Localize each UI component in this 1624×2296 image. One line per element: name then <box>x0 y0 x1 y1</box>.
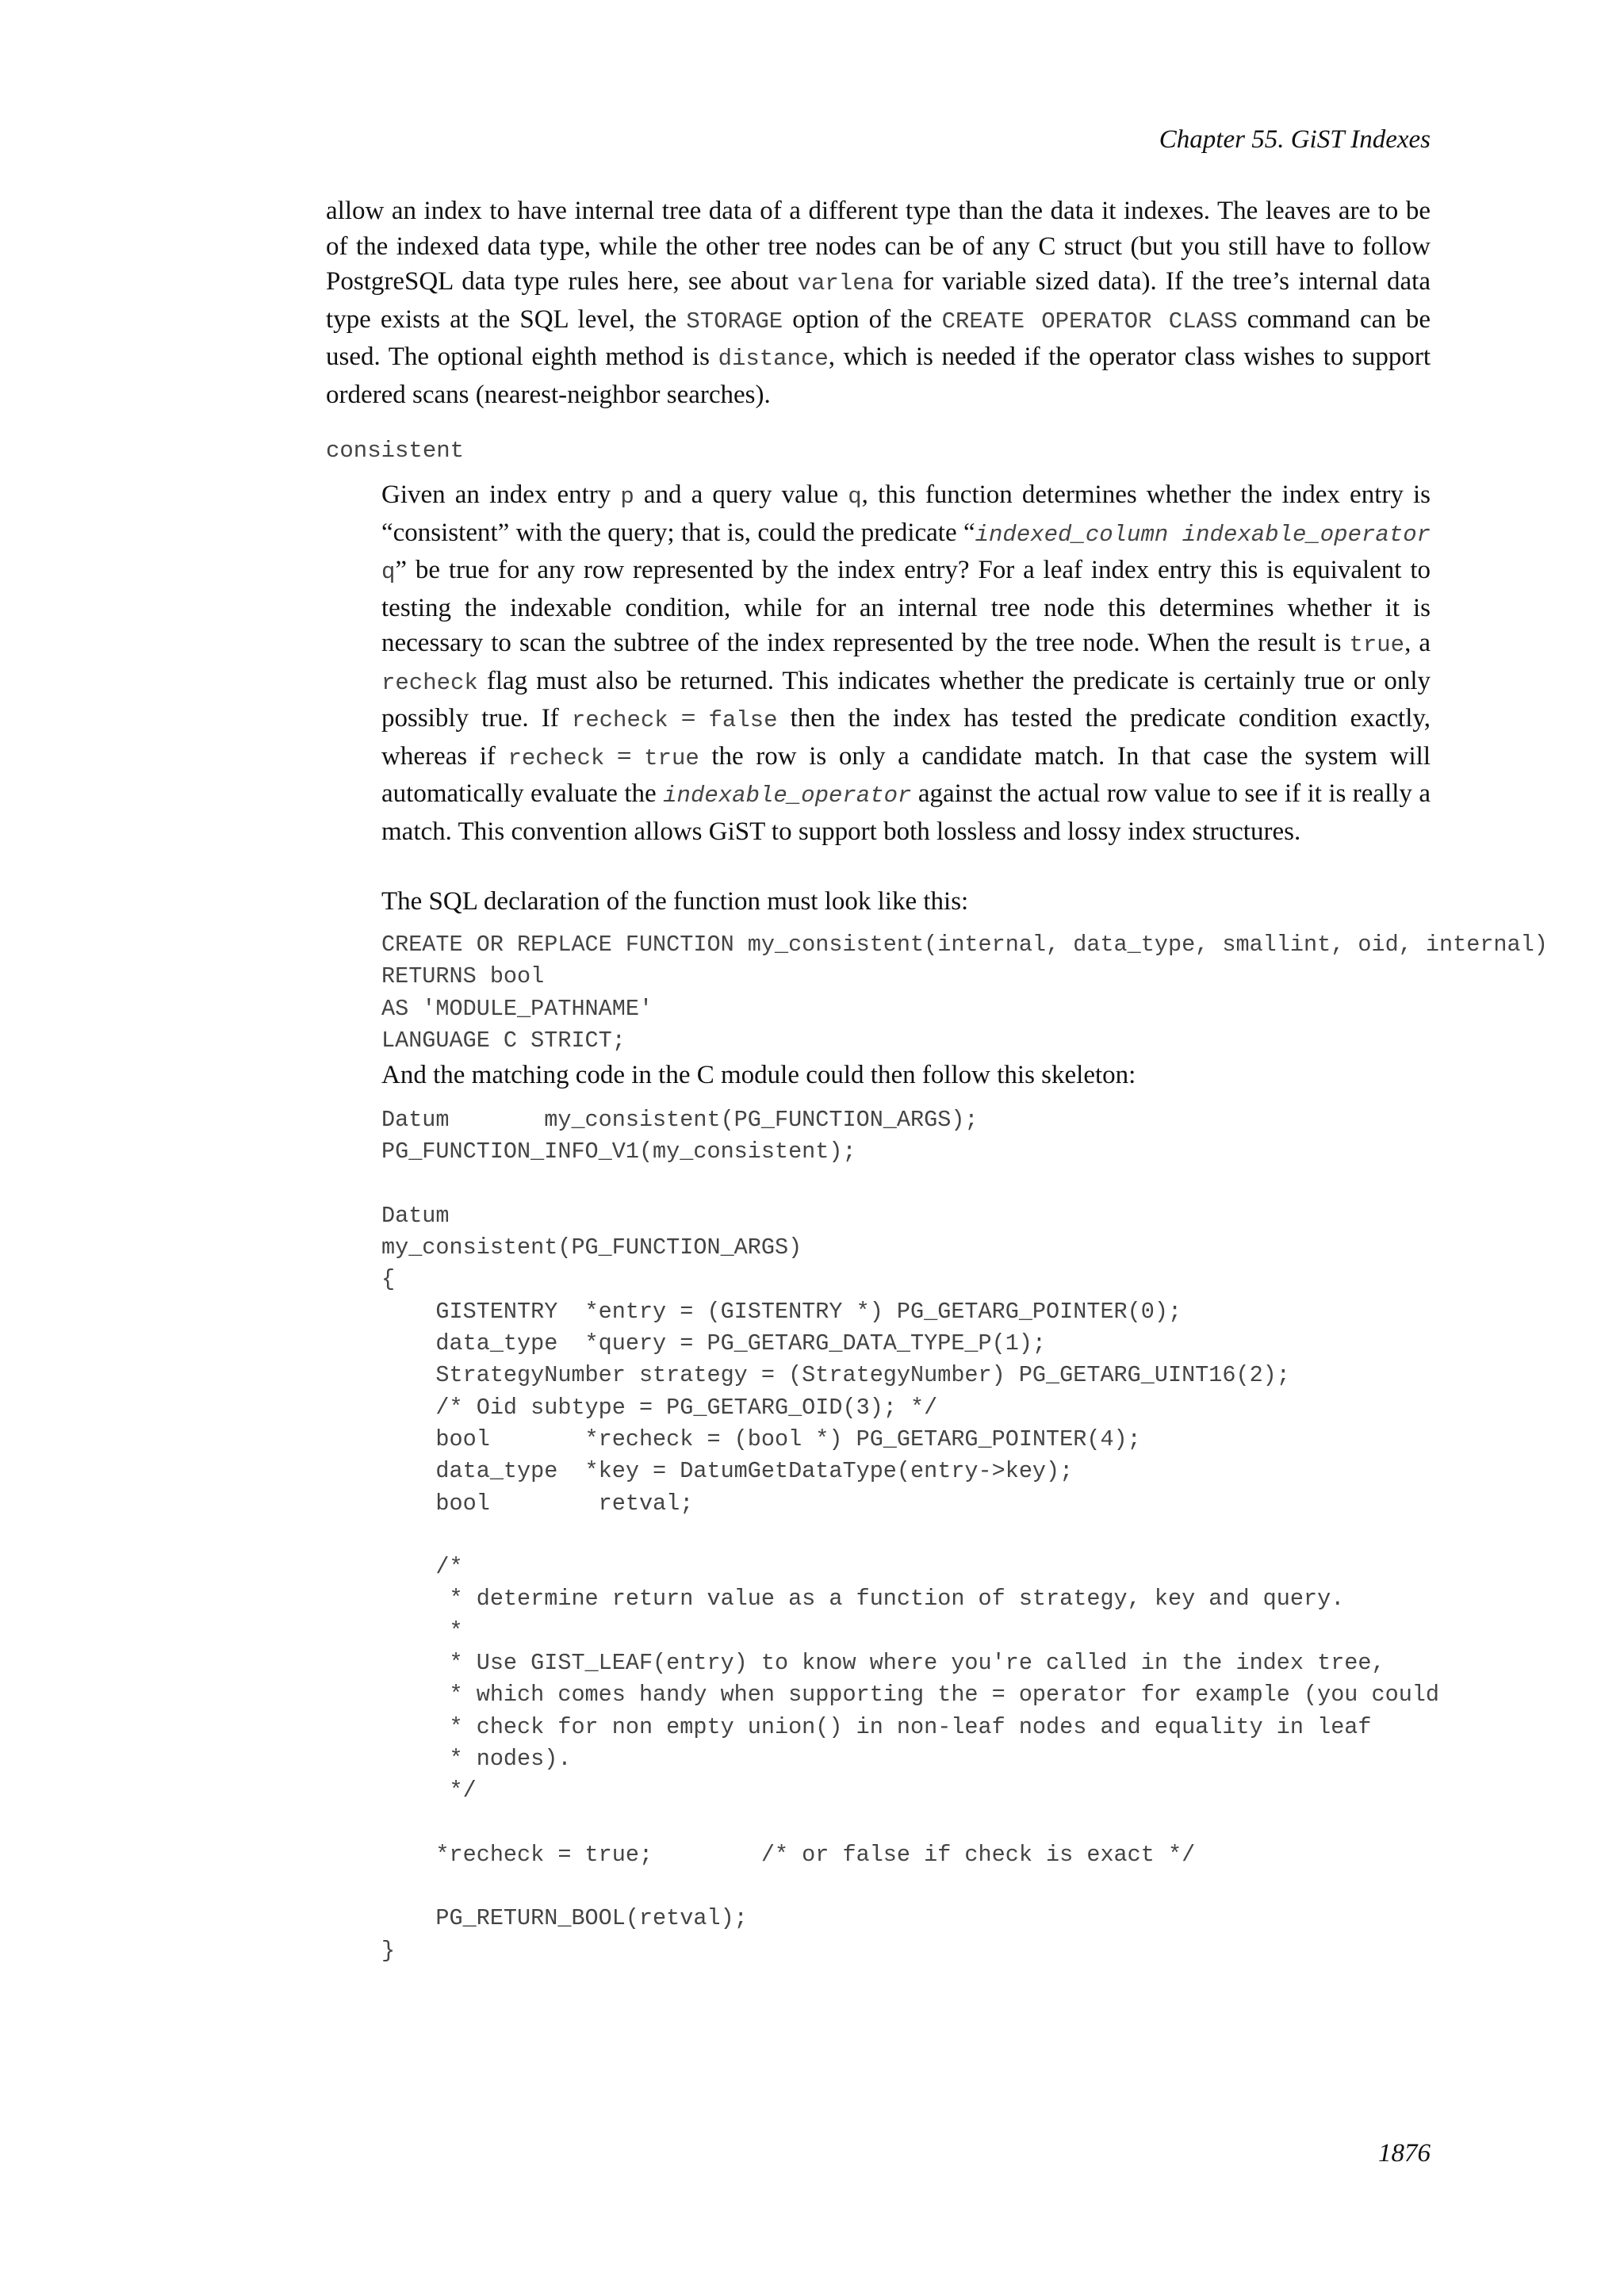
c-skeleton-code: Datum my_consistent(PG_FUNCTION_ARGS); PG_FUNCTION_INFO_V1(my_consistent); Datum my_consistent(PG_FUNCTION_ARGS) { GISTENTRY *entry = (GISTENTRY *) PG_GETARG_POINTER(0); data_type *query = PG_GETARG_DATA_TYPE_P(1); StrategyNumber strategy = (StrategyNumber) PG_GETARG_UINT16(2); /* Oid subtype = PG_GETARG_OID(3); */ bool *recheck = (bool *) PG_GETARG_POINTER(4); data_type *key = DatumGetDataType(entry->key); bool retval; /* * determine return value as a function of strategy, key and query. * * Use GIST_LEAF(entry) to know where you're called in the index tree, * which comes handy when supporting the = operator for example (you could * check for non empty union() in non-leaf nodes and equality in leaf * nodes). */ *recheck = true; /* or false if check is exact */ PG_RETURN_BOOL(retval); } <box>381 1107 1440 1964</box>
desc-code-recheck-3: recheck <box>508 744 605 771</box>
consistent-description <box>381 477 1431 849</box>
intro-code-storage: STORAGE <box>686 308 783 335</box>
desc-code-true: true <box>1349 632 1405 658</box>
intro-text-1: allow an index to have internal tree data of a different type than the data it indexes. The leaves are to be of the indexed data type, while the other tree nodes can be of any C struct (but you still have to follow PostgreSQL data type rules here, see about <box>326 197 1431 296</box>
intro-text-4: command can be used. The optional eighth method is <box>326 304 1431 371</box>
page-number: 1876 <box>1378 2139 1431 2168</box>
intro-code-create-operator-class: CREATE OPERATOR CLASS <box>941 308 1238 335</box>
desc-text-7: = <box>668 704 709 733</box>
desc-text-4: ” be true for any row represented by the index entry? For a leaf index entry this is equivalent to testing the indexable condition, while for an internal tree node this determines whether it is necessary to scan the subtree of the index represented by the tree node. When the result is <box>381 556 1431 657</box>
desc-code-true-2: true <box>644 744 699 771</box>
desc-text-5: , a <box>1404 629 1431 657</box>
desc-code-q2: q <box>381 559 396 585</box>
desc-text-3: , this function determines whether the index entry is “consistent” with the query; that is, could the predicate “ <box>381 480 1431 547</box>
term-consistent: consistent <box>326 438 465 464</box>
desc-text-6: flag must also be returned. This indicates whether the predicate is certainly true or only possibly true. If <box>381 666 1431 733</box>
sql-intro-text: The SQL declaration of the function must look like this: <box>381 887 969 916</box>
desc-code-recheck-2: recheck <box>571 707 668 733</box>
desc-code-recheck: recheck <box>381 669 478 696</box>
intro-text-2: for variable sized data). If the tree’s internal data type exists at the SQL level, the <box>326 267 1431 334</box>
desc-text-1: Given an index entry <box>381 480 621 509</box>
desc-italic-indexed-column-operator: indexed_column indexable_operator <box>975 521 1431 548</box>
intro-paragraph <box>326 193 1431 412</box>
desc-code-false: false <box>708 707 778 733</box>
desc-code-q: q <box>848 484 862 510</box>
desc-italic-indexable-operator: indexable_operator <box>663 783 912 809</box>
desc-code-p: p <box>620 484 634 510</box>
running-header: Chapter 55. GiST Indexes <box>1159 125 1431 154</box>
desc-text-10: the row is only a candidate match. In that case the system will automatically evaluate the <box>381 741 1431 808</box>
intro-code-distance: distance <box>718 346 829 372</box>
intro-text-3: option of the <box>783 304 942 334</box>
c-intro-text: And the matching code in the C module could then follow this skeleton: <box>381 1061 1136 1089</box>
desc-text-8: then the index has tested the predicate condition exactly, whereas if <box>381 704 1431 771</box>
intro-text-5: , which is needed if the operator class wishes to support ordered scans (nearest-neighbor searches). <box>326 342 1431 409</box>
desc-text-11: against the actual row value to see if it is really a match. This convention allows GiST to support both lossless and lossy index structures. <box>381 779 1431 846</box>
desc-text-2: and a query value <box>634 480 848 509</box>
sql-declaration-code: CREATE OR REPLACE FUNCTION my_consistent(internal, data_type, smallint, oid, internal) RETURNS bool AS 'MODULE_PATHNAME' LANGUAGE C STRICT; <box>381 932 1548 1054</box>
desc-text-9: = <box>604 741 645 771</box>
intro-code-varlena: varlena <box>797 270 894 297</box>
